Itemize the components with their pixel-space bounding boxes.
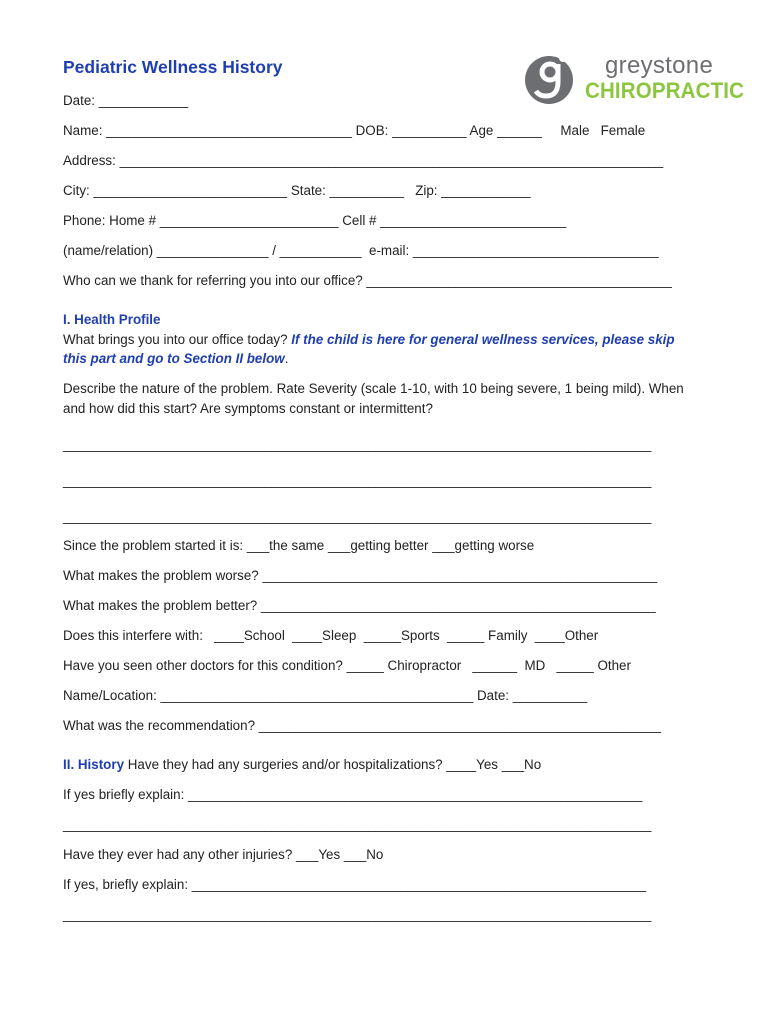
problem-blank-line-1[interactable]: _______________________________________________________________________________ <box>63 437 652 452</box>
describe-problem-line-2: and how did this start? Are symptoms constant or intermittent? <box>63 401 433 416</box>
history-surgeries-line[interactable] <box>63 757 541 773</box>
progress-field[interactable]: Since the problem started it is: ___the same ___getting better ___getting worse <box>63 538 535 553</box>
city-state-zip-field[interactable]: City: __________________________ State: __________ Zip: ____________ <box>63 183 531 198</box>
page-title: Pediatric Wellness History <box>63 57 283 77</box>
phone-field[interactable]: Phone: Home # ________________________ Cell # _________________________ <box>63 213 567 228</box>
logo-tagline: CHIROPRACTIC <box>585 78 745 103</box>
surgeries-question: Have they had any surgeries and/or hospitalizations? ____Yes ___No <box>124 757 542 772</box>
date-field[interactable]: Date: ____________ <box>63 93 189 108</box>
injury-explain-field[interactable]: If yes, briefly explain: _____________________________________________________________ <box>63 877 647 892</box>
health-intro-line-2 <box>63 351 288 367</box>
name-location-field[interactable]: Name/Location: __________________________________________ Date: __________ <box>63 688 588 703</box>
interfere-field[interactable]: Does this interfere with: ____School ____Sleep _____Sports _____ Family ____Other <box>63 628 599 643</box>
health-intro-period: . <box>284 351 289 366</box>
surgery-blank-line[interactable]: _______________________________________________________________________________ <box>63 817 652 832</box>
worse-field[interactable]: What makes the problem worse? _____________________________________________________ <box>63 568 658 583</box>
injury-blank-line[interactable]: _______________________________________________________________________________ <box>63 907 652 922</box>
problem-blank-line-2[interactable]: _______________________________________________________________________________ <box>63 473 652 488</box>
injuries-field[interactable]: Have they ever had any other injuries? ___Yes ___No <box>63 847 384 862</box>
logo-name: greystone <box>605 52 714 79</box>
relation-email-field[interactable]: (name/relation) _______________ / ___________ e-mail: _________________________________ <box>63 243 659 258</box>
section-heading-health-profile: I. Health Profile <box>63 312 161 327</box>
section-heading-history: II. History <box>63 757 125 772</box>
surgery-explain-field[interactable]: If yes briefly explain: _____________________________________________________________ <box>63 787 643 802</box>
better-field[interactable]: What makes the problem better? _____________________________________________________ <box>63 598 656 613</box>
describe-problem-line-1: Describe the nature of the problem. Rate Severity (scale 1-10, with 10 being severe, 1 being mild). When <box>63 381 684 396</box>
referral-field[interactable]: Who can we thank for referring you into our office? _________________________________________ <box>63 273 672 288</box>
address-field[interactable]: Address: _________________________________________________________________________ <box>63 153 664 168</box>
health-intro-instruction-cont: this part and go to Section II below <box>63 351 285 366</box>
greystone-g-icon <box>525 52 581 108</box>
other-doctors-field[interactable]: Have you seen other doctors for this condition? _____ Chiropractor ______ MD _____ Other <box>63 658 631 673</box>
name-dob-age-sex-field[interactable]: Name: _________________________________ DOB: __________ Age ______ Male Female <box>63 123 646 138</box>
recommendation-field[interactable]: What was the recommendation? ______________________________________________________ <box>63 718 661 733</box>
greystone-logo <box>525 52 745 108</box>
problem-blank-line-3[interactable]: _______________________________________________________________________________ <box>63 509 652 524</box>
health-intro-line-1 <box>63 332 675 348</box>
health-intro-instruction: If the child is here for general wellness services, please skip <box>291 332 675 347</box>
health-intro-text: What brings you into our office today? <box>63 332 292 347</box>
